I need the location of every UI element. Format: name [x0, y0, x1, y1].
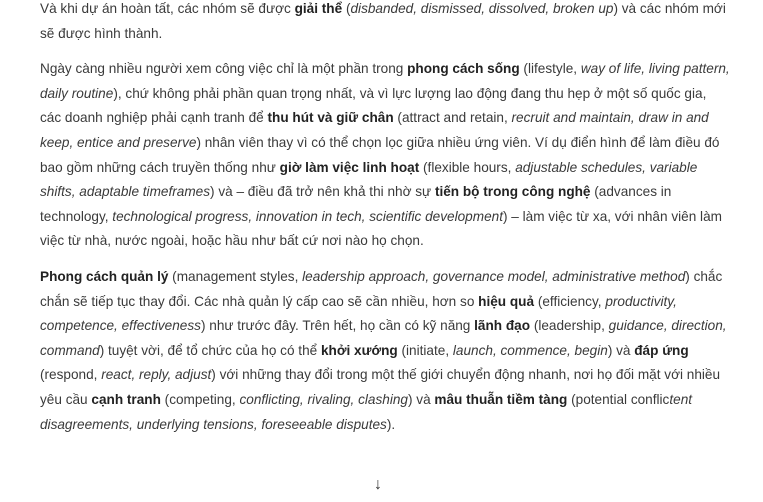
synonyms: way of life, living pattern, daily routine [40, 61, 730, 101]
text: (potential conflic [567, 391, 670, 407]
synonyms: adjustable schedules, variable shifts, adaptable timeframes [40, 159, 698, 200]
bold-term: cạnh tranh [91, 391, 161, 407]
text: (advances in technology, [40, 184, 672, 224]
synonyms: react, reply, adjust [101, 367, 212, 383]
text: ) và – điều đã trở nên khả thi nhờ sự [210, 184, 435, 200]
bold-term: thu hút và giữ chân [267, 110, 394, 126]
text: ) và [407, 391, 435, 407]
bold-term: đáp ứng [634, 342, 689, 358]
text: (attract and retain, [393, 110, 512, 126]
text: (competing, [160, 391, 240, 407]
document-body [40, 0, 730, 448]
text: (management styles, [168, 268, 303, 284]
bold-term: tiến bộ trong công nghệ [434, 184, 591, 200]
bold-term: giờ làm việc linh hoạt [279, 159, 420, 175]
text: ) như trước đây. Trên hết, họ cần có kỹ năng [200, 318, 475, 334]
bold-term: phong cách sống [407, 61, 520, 77]
text: (initiate, [397, 342, 453, 358]
text: (flexible hours, [419, 159, 516, 175]
bold-term: mâu thuẫn tiềm tàng [434, 391, 568, 407]
paragraph-2 [40, 57, 730, 254]
synonyms: launch, commence, begin [452, 342, 608, 358]
text: ) chắc chắn sẽ tiếp tục thay đổi. Các nhà quản lý cấp cao sẽ cần nhiều, hơn so [40, 268, 723, 309]
bold-term: giải thể [294, 1, 343, 16]
paragraph-3 [40, 265, 730, 437]
text: ) tuyệt vời, để tổ chức của họ có thể [99, 342, 321, 358]
synonyms: technological progress, innovation in tech, scientific development [112, 208, 503, 224]
bold-term: khởi xướng [320, 342, 398, 358]
arrow-down-icon[interactable]: ↓ [370, 476, 386, 494]
synonyms: guidance, direction, command [40, 318, 727, 358]
text: ) và [607, 342, 635, 358]
synonyms: tent disagreements, underlying tensions, foreseeable disputes [40, 391, 693, 432]
text: (leadership, [530, 318, 609, 334]
bold-term: lãnh đạo [474, 318, 531, 334]
text: Và khi dự án hoàn tất, các nhóm sẽ được [40, 1, 295, 16]
text: ( [342, 1, 351, 16]
bold-term: Phong cách quản lý [40, 268, 169, 284]
bold-term: hiệu quả [478, 293, 535, 309]
synonyms: conflicting, rivaling, clashing [239, 391, 408, 407]
text: ) với những thay đổi trong một thế giới chuyển động nhanh, nơi họ đối mặt với nhiều yêu cầu [40, 367, 721, 407]
text: ), chứ không phải phần quan trọng nhất, và vì lực lượng lao động đang thu hẹp ở một số quốc gia, các doanh nghiệp phải cạnh tranh để [40, 85, 707, 126]
text: ) – làm việc từ xa, với nhân viên làm việc từ nhà, nước ngoài, hoặc hầu như bất cứ nơi nào họ chọn. [40, 208, 722, 249]
text: (efficiency, [534, 293, 606, 309]
text: Ngày càng nhiều người xem công việc chỉ là một phần trong [40, 61, 408, 77]
synonyms: leadership approach, governance model, administrative method [302, 268, 686, 284]
text: (respond, [40, 367, 102, 383]
synonyms: recruit and maintain, draw in and keep, entice and preserve [40, 110, 709, 150]
synonyms: disbanded, dismissed, dissolved, broken up [350, 1, 614, 16]
paragraph-1 [40, 0, 730, 46]
text: (lifestyle, [519, 61, 581, 77]
text: ) và các nhóm mới sẽ được hình thành. [40, 1, 726, 41]
text: ). [386, 416, 396, 432]
synonyms: productivity, competence, effectiveness [40, 293, 677, 334]
text: ) nhân viên thay vì có thể chọn lọc giữa nhiều ứng viên. Ví dụ điển hình để làm điều đó bao gồm những cách truyền thống như [40, 134, 720, 175]
